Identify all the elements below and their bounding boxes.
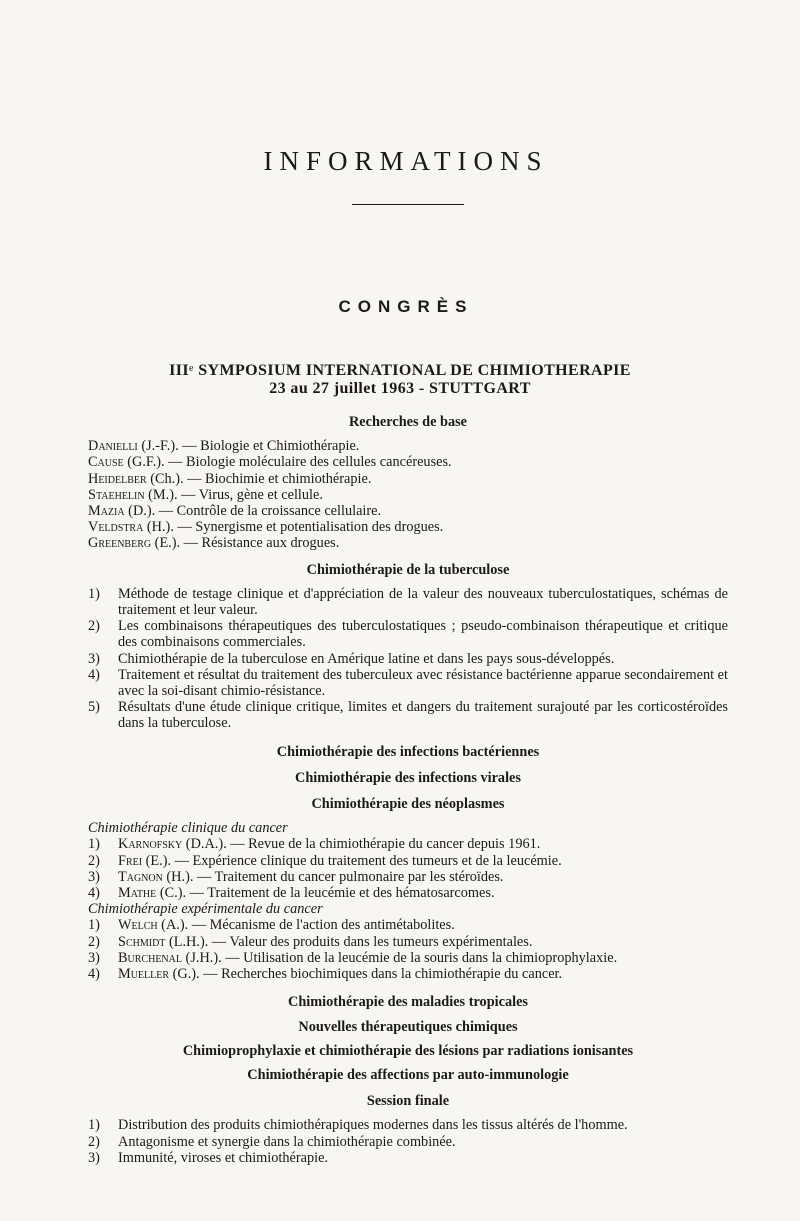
item-number: 4)	[88, 666, 100, 683]
talk-topic: — Revue de la chimiothérapie du cancer depuis 1961.	[226, 836, 541, 853]
list-item	[88, 853, 728, 869]
author-name: Karnofsky	[118, 836, 183, 853]
list-item	[88, 699, 728, 731]
item-text: Antagonisme et synergie dans la chimiothérapie combinée.	[118, 1133, 456, 1150]
symposium-title	[0, 362, 800, 380]
author-initials: (G.F.).	[123, 454, 165, 471]
nouvelles-heading: Nouvelles thérapeutiques chimiques	[298, 1018, 518, 1035]
list-item	[88, 836, 728, 852]
author-line	[88, 535, 728, 551]
symposium-date-place: 23 au 27 juillet 1963 - STUTTGART	[269, 380, 531, 397]
item-text: Résultats d'une étude clinique critique, limites et dangers du traitement surajouté par les corticostéroïdes dans la tuberculose.	[118, 699, 728, 732]
tuberculose-heading: Chimiothérapie de la tuberculose	[306, 561, 510, 578]
author-line	[88, 454, 728, 470]
author-name: Staehelin	[88, 486, 145, 503]
item-number: 3)	[88, 650, 100, 667]
symposium-ordinal: III	[169, 362, 190, 379]
talk-topic: — Biologie et Chimiothérapie.	[178, 438, 360, 455]
list-item	[88, 885, 728, 901]
list-item	[88, 618, 728, 650]
neoplasmes-heading: Chimiothérapie des néoplasmes	[311, 796, 505, 813]
author-initials: (G.).	[169, 966, 200, 983]
item-text: Chimiothérapie de la tuberculose en Amérique latine et dans les pays sous-développés.	[118, 650, 615, 667]
talk-topic: — Biochimie et chimiothérapie.	[183, 470, 372, 487]
author-name: Danielli	[88, 438, 138, 455]
list-item	[88, 934, 728, 950]
list-item	[88, 1150, 728, 1166]
list-item	[88, 966, 728, 982]
item-number: 1)	[88, 917, 100, 934]
item-number: 4)	[88, 966, 100, 983]
list-item	[88, 869, 728, 885]
neoplasmes-clinique-subheading: Chimiothérapie clinique du cancer	[88, 820, 288, 837]
tuberculose-list	[88, 586, 728, 732]
author-initials: (E.).	[142, 852, 172, 869]
infections-virales-heading: Chimiothérapie des infections virales	[295, 769, 521, 786]
page-title: INFORMATIONS	[263, 146, 549, 176]
talk-topic: — Contrôle de la croissance cellulaire.	[155, 503, 382, 520]
author-initials: (A.).	[157, 917, 189, 934]
symposium-name: SYMPOSIUM INTERNATIONAL DE CHIMIOTHERAPIE	[193, 362, 631, 379]
author-initials: (J.H.).	[181, 949, 222, 966]
section-title: CONGRÈS	[338, 297, 474, 316]
talk-topic: — Traitement de la leucémie et des hématosarcomes.	[186, 885, 495, 902]
author-name: Mazia	[88, 503, 125, 520]
item-number: 3)	[88, 949, 100, 966]
author-name: Tagnon	[118, 868, 163, 885]
author-name: Burchenal	[118, 949, 182, 966]
item-number: 3)	[88, 868, 100, 885]
symposium-header	[0, 362, 800, 398]
talk-topic: — Biologie moléculaire des cellules cancéreuses.	[164, 454, 452, 471]
item-number: 2)	[88, 933, 100, 950]
auto-immunologie-heading: Chimiothérapie des affections par auto-immunologie	[247, 1066, 569, 1083]
author-name: Mathe	[118, 885, 157, 902]
author-initials: (D.A.).	[182, 836, 227, 853]
item-number: 2)	[88, 618, 100, 635]
program-content	[88, 414, 728, 1166]
item-text: Immunité, viroses et chimiothérapie.	[118, 1149, 329, 1166]
item-number: 1)	[88, 836, 100, 853]
recherches-list	[88, 438, 728, 551]
title-divider	[352, 204, 464, 205]
session-finale-list	[88, 1117, 728, 1166]
symposium-ordinal-sup: e	[189, 363, 194, 374]
neoplasmes-clinique-list	[88, 836, 728, 901]
item-number: 2)	[88, 1133, 100, 1150]
author-initials: (E.).	[151, 535, 181, 552]
author-name: Frei	[118, 852, 143, 869]
list-item	[88, 1134, 728, 1150]
list-item	[88, 667, 728, 699]
item-number: 2)	[88, 852, 100, 869]
talk-topic: — Expérience clinique du traitement des tumeurs et de la leucémie.	[171, 852, 562, 869]
session-finale-heading: Session finale	[366, 1093, 450, 1110]
author-name: Mueller	[118, 966, 170, 983]
item-number: 5)	[88, 699, 100, 716]
item-text: Méthode de testage clinique et d'appréciation de la valeur des nouveaux tuberculostatiques, schémas de traitement et leur valeur.	[118, 585, 728, 619]
infections-bacteriennes-heading: Chimiothérapie des infections bactériennes	[276, 743, 540, 760]
author-name: Greenberg	[88, 535, 152, 552]
author-initials: (J.-F.).	[137, 438, 179, 455]
item-text: Traitement et résultat du traitement des tuberculeux avec résistance bactérienne apparue secondairement et avec la soi-disant chimio-résistance.	[118, 666, 728, 700]
talk-topic: — Virus, gène et cellule.	[177, 486, 323, 503]
author-line	[88, 519, 728, 535]
item-number: 4)	[88, 885, 100, 902]
author-initials: (L.H.).	[165, 933, 209, 950]
author-name: Welch	[118, 917, 158, 934]
item-text: Les combinaisons thérapeutiques des tuberculostatiques ; pseudo-combinaison thérapeutique et critique des combinaisons commerciales.	[118, 618, 728, 651]
author-name: Heidelber	[88, 470, 147, 487]
radiations-heading: Chimioprophylaxie et chimiothérapie des lésions par radiations ionisantes	[182, 1042, 634, 1059]
talk-topic: — Recherches biochimiques dans la chimiothérapie du cancer.	[199, 966, 563, 983]
talk-topic: — Résistance aux drogues.	[180, 535, 340, 552]
author-initials: (M.).	[144, 486, 178, 503]
talk-topic: — Mécanisme de l'action des antimétabolites.	[188, 917, 455, 934]
recherches-heading: Recherches de base	[348, 414, 468, 430]
author-initials: (H.).	[143, 519, 174, 536]
list-item	[88, 917, 728, 933]
item-number: 3)	[88, 1149, 100, 1166]
author-initials: (D.).	[124, 503, 156, 520]
item-number: 1)	[88, 1117, 100, 1134]
list-item	[88, 950, 728, 966]
neoplasmes-experimentale-subheading: Chimiothérapie expérimentale du cancer	[88, 901, 323, 918]
neoplasmes-experimentale-list	[88, 917, 728, 982]
author-line	[88, 487, 728, 503]
list-item	[88, 1117, 728, 1133]
list-item	[88, 651, 728, 667]
author-initials: (Ch.).	[146, 470, 184, 487]
author-initials: (C.).	[156, 885, 187, 902]
author-line	[88, 471, 728, 487]
author-initials: (H.).	[162, 868, 194, 885]
tropicales-heading: Chimiothérapie des maladies tropicales	[288, 994, 528, 1011]
author-line	[88, 503, 728, 519]
author-name: Veldstra	[88, 519, 144, 536]
author-name: Schmidt	[118, 933, 166, 950]
talk-topic: — Valeur des produits dans les tumeurs expérimentales.	[208, 933, 533, 950]
list-item	[88, 586, 728, 618]
talk-topic: — Synergisme et potentialisation des drogues.	[173, 519, 444, 536]
talk-topic: — Utilisation de la leucémie de la souris dans la chimioprophylaxie.	[221, 949, 618, 966]
item-text: Distribution des produits chimiothérapiques modernes dans les tissus altérés de l'homme.	[118, 1117, 628, 1134]
talk-topic: — Traitement du cancer pulmonaire par les stéroïdes.	[193, 868, 504, 885]
item-number: 1)	[88, 585, 100, 602]
author-line	[88, 438, 728, 454]
author-name: Cause	[88, 454, 124, 471]
